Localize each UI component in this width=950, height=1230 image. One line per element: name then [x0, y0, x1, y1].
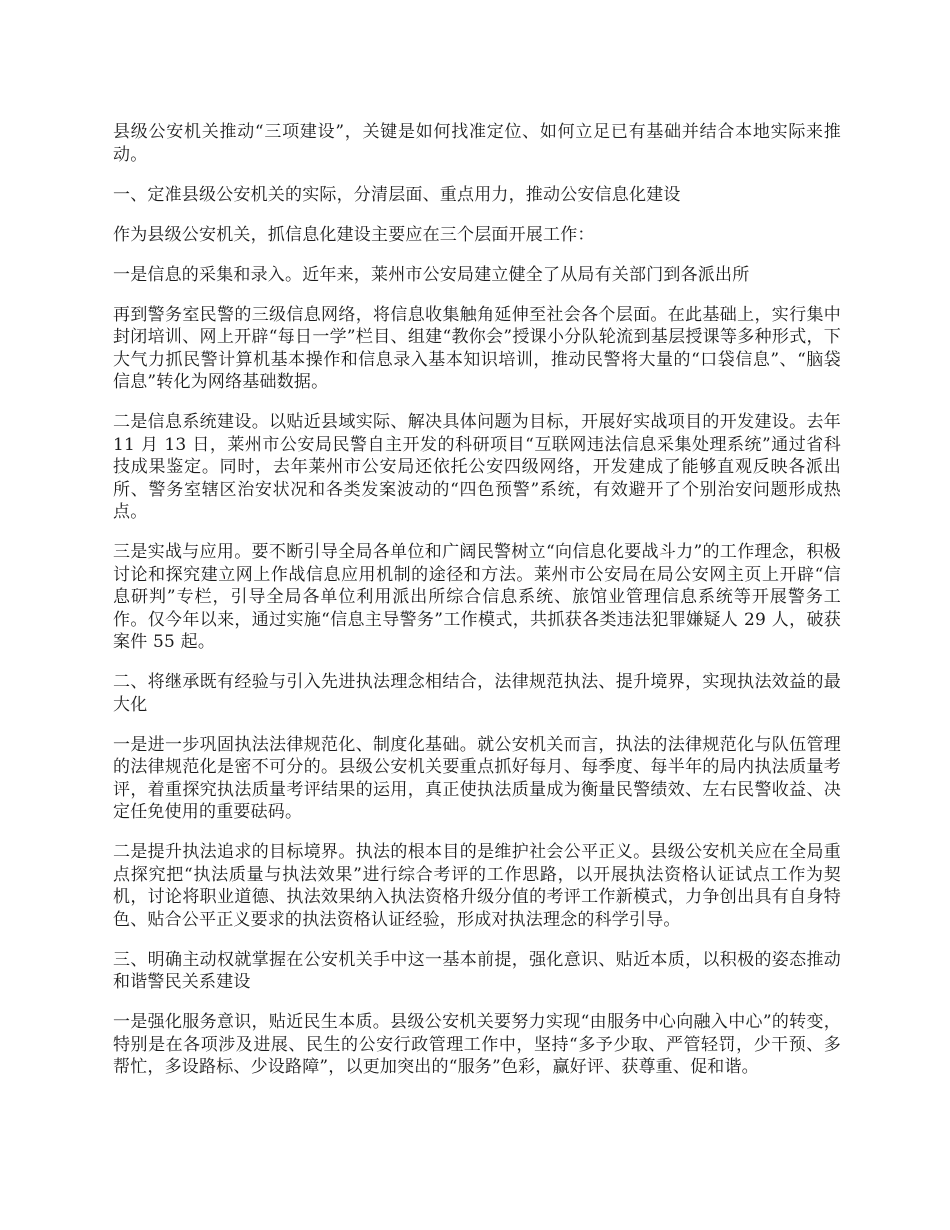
paragraph: 作为县级公安机关，抓信息化建设主要应在三个层面开展工作：	[113, 224, 595, 245]
paragraph: 三是实战与应用。要不断引导全局各单位和广阔民警树立“向信息化要战斗力”的工作理念，积极讨论和探究建立网上作战信息应用机制的途径和方法。莱州市公安局在局公安网主页上开辟“信息研判”专栏，引导全局各单位利用派出所综合信息系统、旅馆业管理信息系统等开展警务工作。仅今年以来，通过实施“信息主导警务”工作模式，共抓获各类违法犯罪嫌疑人 29 人，破获案件 55 起。	[113, 542, 841, 652]
section-heading-2: 二、将继承既有经验与引入先进执法理念相结合，法律规范执法、提升境界，实现执法效益的最大化	[113, 672, 841, 715]
section-heading-3: 三、明确主动权就掌握在公安机关手中这一基本前提，强化意识、贴近本质，以积极的姿态推动和谐警民关系建设	[113, 949, 841, 992]
paragraph: 再到警务室民警的三级信息网络，将信息收集触角延伸至社会各个层面。在此基础上，实行集中封闭培训、网上开辟“每日一学”栏目、组建“教你会”授课小分队轮流到基层授课等多种形式，下大气力抓民警计算机基本操作和信息录入基本知识培训，推动民警将大量的“口袋信息”、“脑袋信息”转化为网络基础数据。	[113, 304, 841, 392]
document-body	[113, 121, 841, 1096]
paragraph: 一是信息的采集和录入。近年来，莱州市公安局建立健全了从局有关部门到各派出所	[113, 264, 750, 285]
paragraph: 二是提升执法追求的目标境界。执法的根本目的是维护社会公平正义。县级公安机关应在全局重点探究把“执法质量与执法效果”进行综合考评的工作思路，以开展执法资格认证试点工作为契机，讨论将职业道德、执法效果纳入执法资格升级分值的考评工作新模式，力争创出具有自身特色、贴合公平正义要求的执法资格认证经验，形成对执法理念的科学引导。	[113, 842, 841, 930]
paragraph: 一是强化服务意识，贴近民生本质。县级公安机关要努力实现“由服务中心向融入中心”的转变，特别是在各项涉及进展、民生的公安行政管理工作中，坚持“多予少取、严管轻罚，少干预、多帮忙，多设路标、少设路障”，以更加突出的“服务”色彩，赢好评、获尊重、促和谐。	[113, 1012, 841, 1077]
paragraph: 二是信息系统建设。以贴近县域实际、解决具体问题为目标，开展好实战项目的开发建设。去年 11 月 13 日，莱州市公安局民警自主开发的科研项目“互联网违法信息采集处理系统”通过省科技成果鉴定。同时，去年莱州市公安局还依托公安四级网络，开发建成了能够直观反映各派出所、警务室辖区治安状况和各类发案波动的“四色预警”系统，有效避开了个别治安问题形成热点。	[113, 412, 841, 522]
paragraph-intro: 县级公安机关推动“三项建设”，关键是如何找准定位、如何立足已有基础并结合本地实际来推动。	[113, 122, 841, 165]
paragraph: 一是进一步巩固执法法律规范化、制度化基础。就公安机关而言，执法的法律规范化与队伍管理的法律规范化是密不可分的。县级公安机关要重点抓好每月、每季度、每半年的局内执法质量考评，着重探究执法质量考评结果的运用，真正使执法质量成为衡量民警绩效、左右民警收益、决定任免使用的重要砝码。	[113, 734, 841, 822]
section-heading-1: 一、定准县级公安机关的实际，分清层面、重点用力，推动公安信息化建设	[113, 184, 681, 205]
